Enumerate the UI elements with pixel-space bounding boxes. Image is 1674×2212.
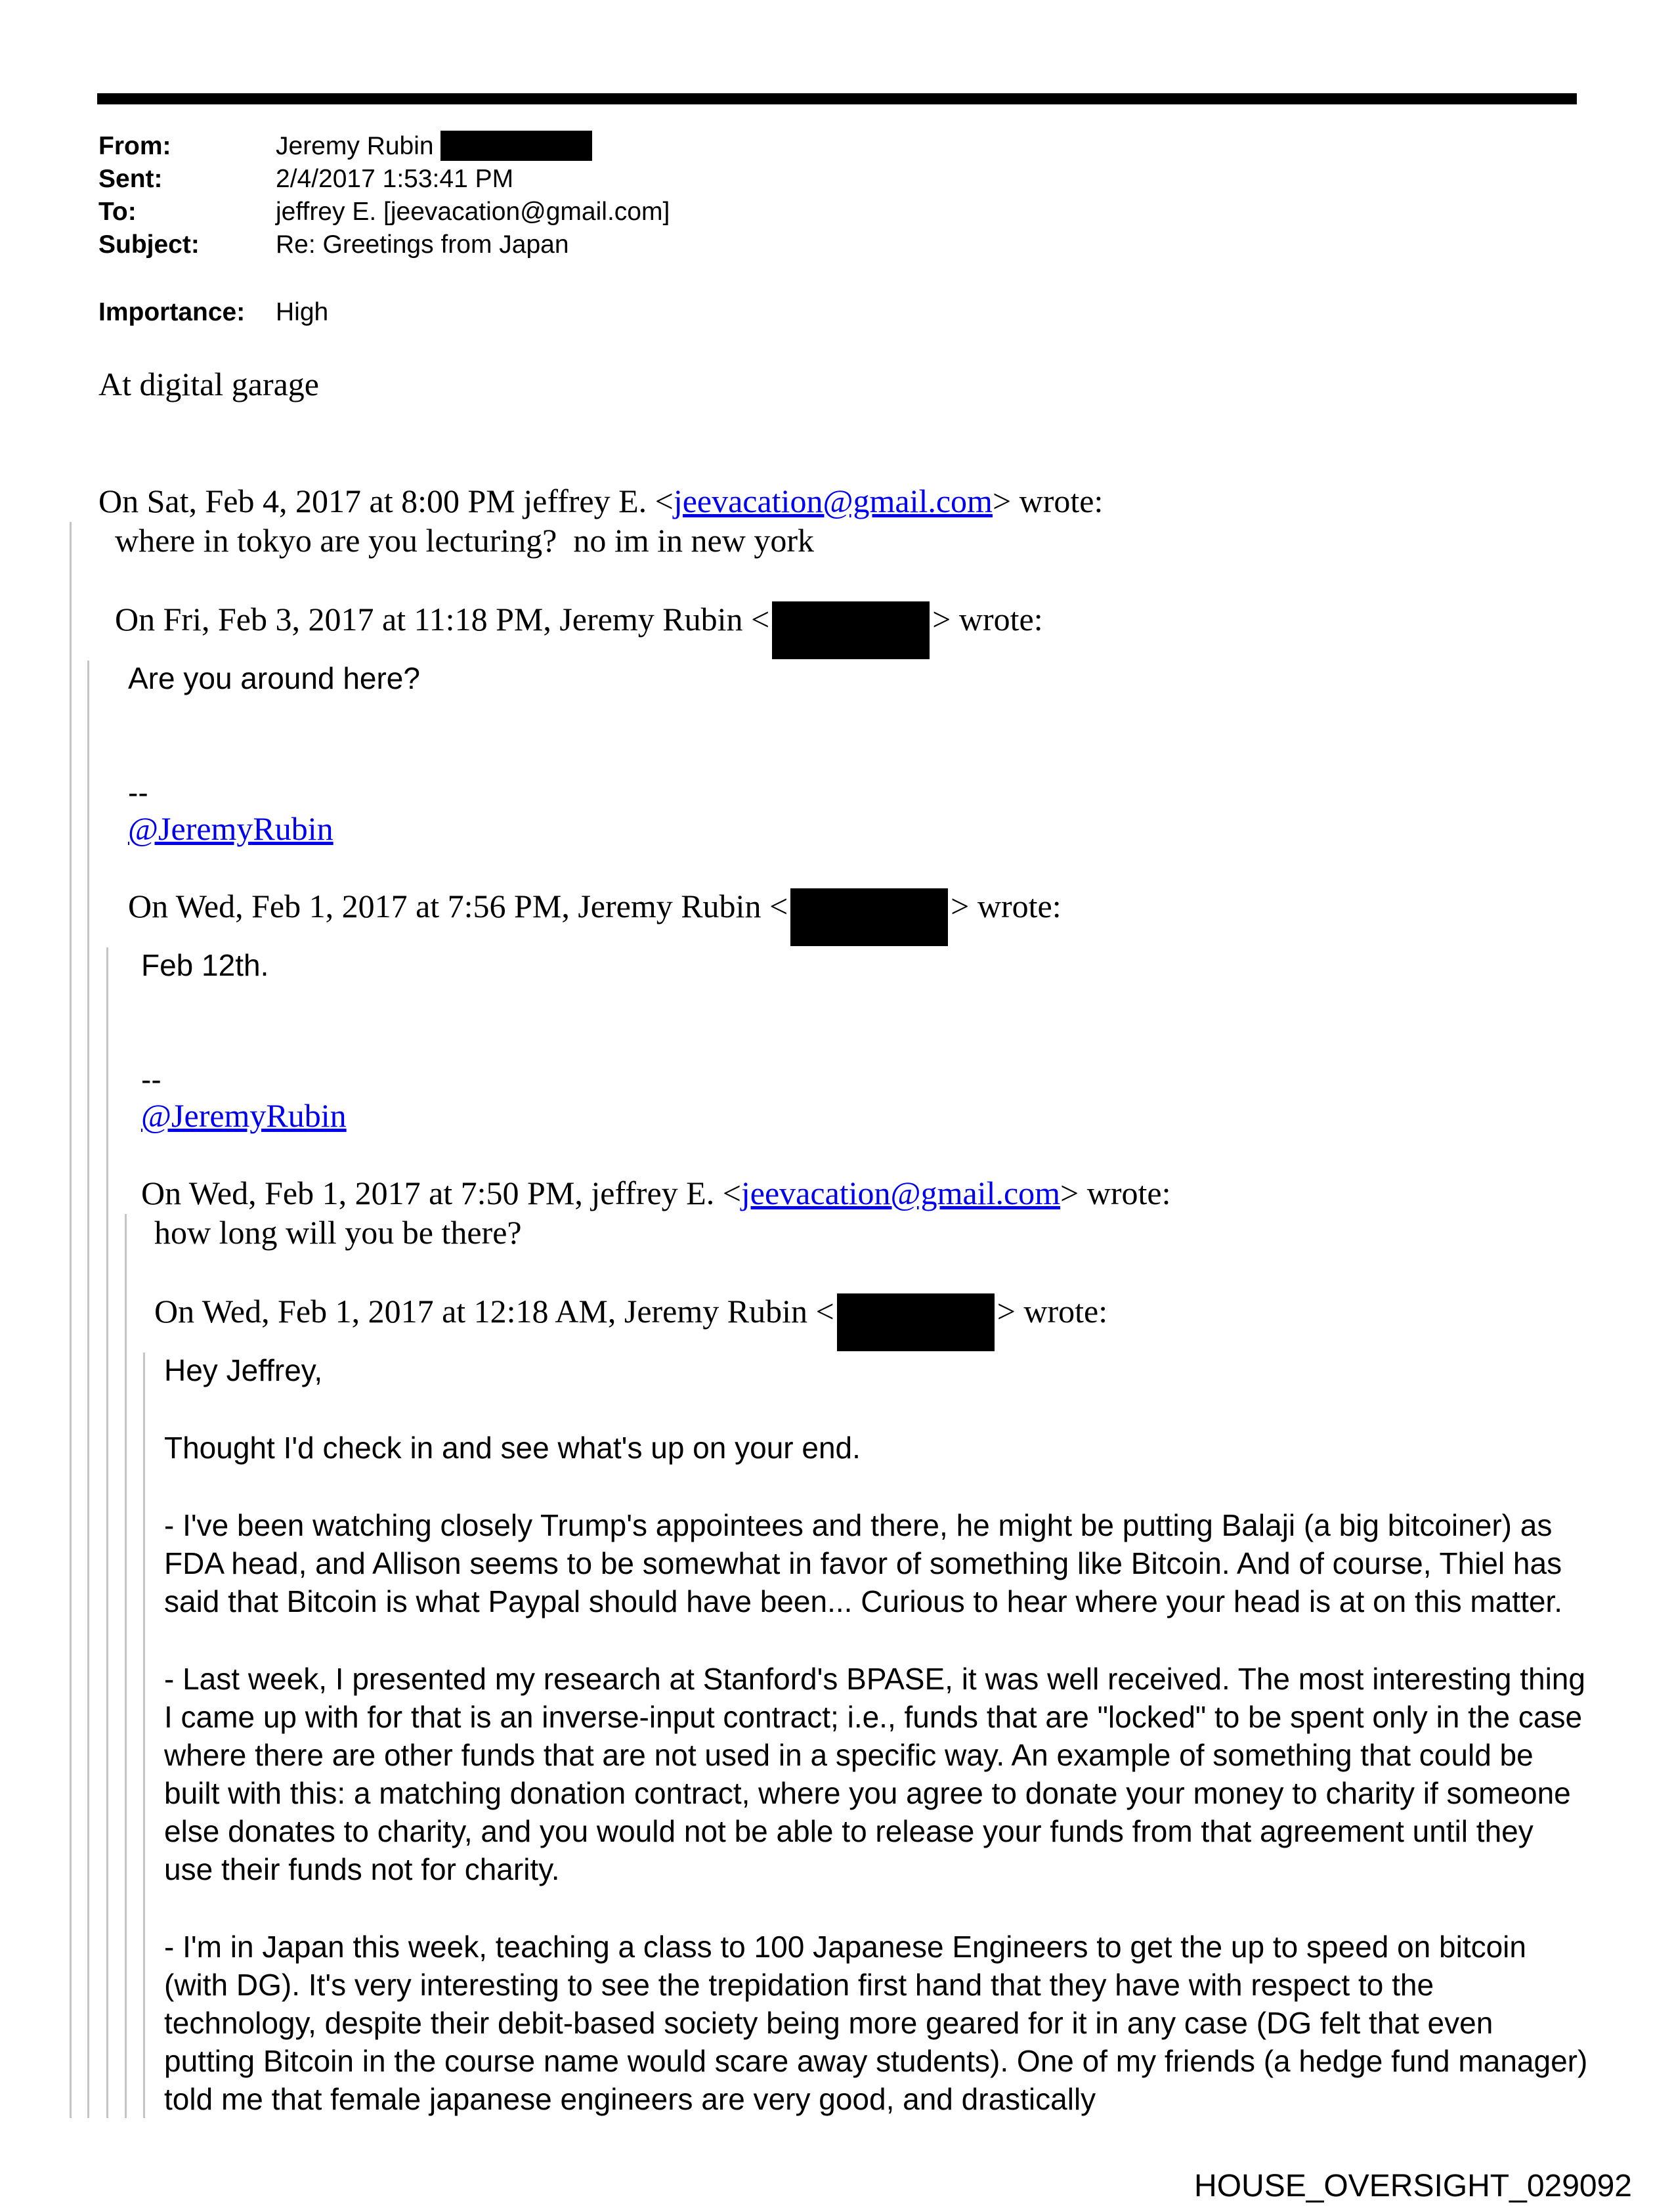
twitter-handle-link[interactable]: @JeremyRubin	[128, 810, 333, 847]
quote-level-2	[128, 659, 1597, 2118]
redaction-box	[440, 131, 592, 161]
sent-value: 2/4/2017 1:53:41 PM	[276, 165, 514, 193]
sent-label: Sent:	[98, 165, 163, 193]
quote-level-4	[154, 1213, 1597, 2118]
from-value: Jeremy Rubin	[276, 132, 434, 160]
attribution-text: On Wed, Feb 1, 2017 at 7:56 PM, Jeremy Rubin <	[128, 888, 788, 924]
signature-handle-line	[128, 811, 1589, 847]
quote-level-5	[164, 1351, 1597, 2118]
signature-block	[128, 775, 1589, 847]
to-label: To:	[98, 198, 137, 226]
attribution-wed750	[141, 1173, 1589, 1213]
signature-block	[141, 1062, 1589, 1134]
header-row-to	[98, 196, 670, 228]
header-row-sent	[98, 163, 670, 196]
header-divider-rule	[97, 93, 1577, 104]
attribution-wed1218	[154, 1291, 1589, 1351]
email-header	[98, 130, 670, 329]
message-around: Are you around here?	[128, 661, 420, 695]
message-paragraph-japan: - I'm in Japan this week, teaching a class to 100 Japanese Engineers to get the up to speed on bitcoin (with DG). It's very interesting to see the trepidation first hand that they have with respect to the technology, despite their debit-based society being more geared for it in any case (DG felt that even putting Bitcoin in the course name would scare away students). One of my friends (a hedge fund manager) told me that female japanese engineers are very good, and drastically	[164, 1930, 1597, 2116]
quote-level-3	[141, 946, 1597, 2118]
subject-value: Re: Greetings from Japan	[276, 230, 569, 259]
attribution-fri	[115, 599, 1589, 659]
importance-label: Importance:	[98, 298, 246, 326]
attribution-text: > wrote:	[992, 483, 1104, 519]
message-where: where in tokyo are you lecturing? no im in new york	[115, 522, 814, 559]
attribution-text: > wrote:	[997, 1293, 1108, 1330]
redaction-box	[790, 888, 948, 946]
twitter-handle-link[interactable]: @JeremyRubin	[141, 1097, 347, 1134]
importance-value: High	[276, 298, 329, 326]
to-value: jeffrey E. [jeevacation@gmail.com]	[276, 198, 670, 226]
email-link[interactable]: jeevacation@gmail.com	[673, 483, 993, 519]
top-note: At digital garage	[98, 366, 319, 402]
header-row-importance	[98, 296, 670, 329]
quote-bar	[125, 1214, 127, 2118]
signature-dashes: --	[128, 775, 148, 810]
quote-level-1	[115, 521, 1597, 2118]
attribution-text: On Fri, Feb 3, 2017 at 11:18 PM, Jeremy Rubin <	[115, 601, 770, 638]
attribution-sat	[98, 481, 1589, 521]
message-paragraph-bpase: - Last week, I presented my research at Stanford's BPASE, it was well received. The most interesting thing I came up with for that is an inverse-input contract; i.e., funds that are "locked" to be spent only in the case where there are other funds that are not used in a specific way. An example of something that could be built with this: a matching donation contract, where you agree to donate your money to charity if someone else donates to charity, and you would not be able to release your funds from that agreement until they use their funds not for charity.	[164, 1662, 1594, 1886]
attribution-text: > wrote:	[932, 601, 1043, 638]
header-row-from	[98, 130, 670, 163]
signature-handle-line	[141, 1098, 1589, 1134]
from-label: From:	[98, 132, 171, 160]
email-link[interactable]: jeevacation@gmail.com	[740, 1175, 1061, 1211]
header-row-subject	[98, 228, 670, 261]
attribution-text: On Wed, Feb 1, 2017 at 12:18 AM, Jeremy Rubin <	[154, 1293, 834, 1330]
attribution-text: > wrote:	[1060, 1175, 1171, 1211]
message-howlong: how long will you be there?	[154, 1214, 522, 1251]
attribution-text: On Sat, Feb 4, 2017 at 8:00 PM jeffrey E. <	[98, 483, 674, 519]
message-feb12: Feb 12th.	[141, 948, 269, 982]
message-greeting: Hey Jeffrey,	[164, 1353, 323, 1387]
message-paragraph-trump: - I've been watching closely Trump's appointees and there, he might be putting Balaji (a big bitcoiner) as FDA head, and Allison seems to be somewhat in favor of something like Bitcoin. And of course, Thiel has said that Bitcoin is what Paypal should have been... Curious to hear where your head is at on this matter.	[164, 1508, 1570, 1618]
redaction-box	[772, 601, 930, 659]
attribution-text: > wrote:	[951, 888, 1062, 924]
signature-dashes: --	[141, 1062, 161, 1096]
attribution-wed756	[128, 886, 1589, 946]
bates-number: HOUSE_OVERSIGHT_029092	[1194, 2169, 1632, 2203]
subject-label: Subject:	[98, 230, 200, 259]
email-body	[98, 364, 1597, 2118]
quote-bar	[143, 1353, 145, 2118]
quote-bar	[87, 661, 89, 2118]
quote-bar	[70, 522, 72, 2118]
redaction-box	[837, 1293, 995, 1351]
message-thought: Thought I'd check in and see what's up on your end.	[164, 1431, 861, 1465]
attribution-text: On Wed, Feb 1, 2017 at 7:50 PM, jeffrey E. <	[141, 1175, 741, 1211]
quote-bar	[106, 947, 108, 2118]
